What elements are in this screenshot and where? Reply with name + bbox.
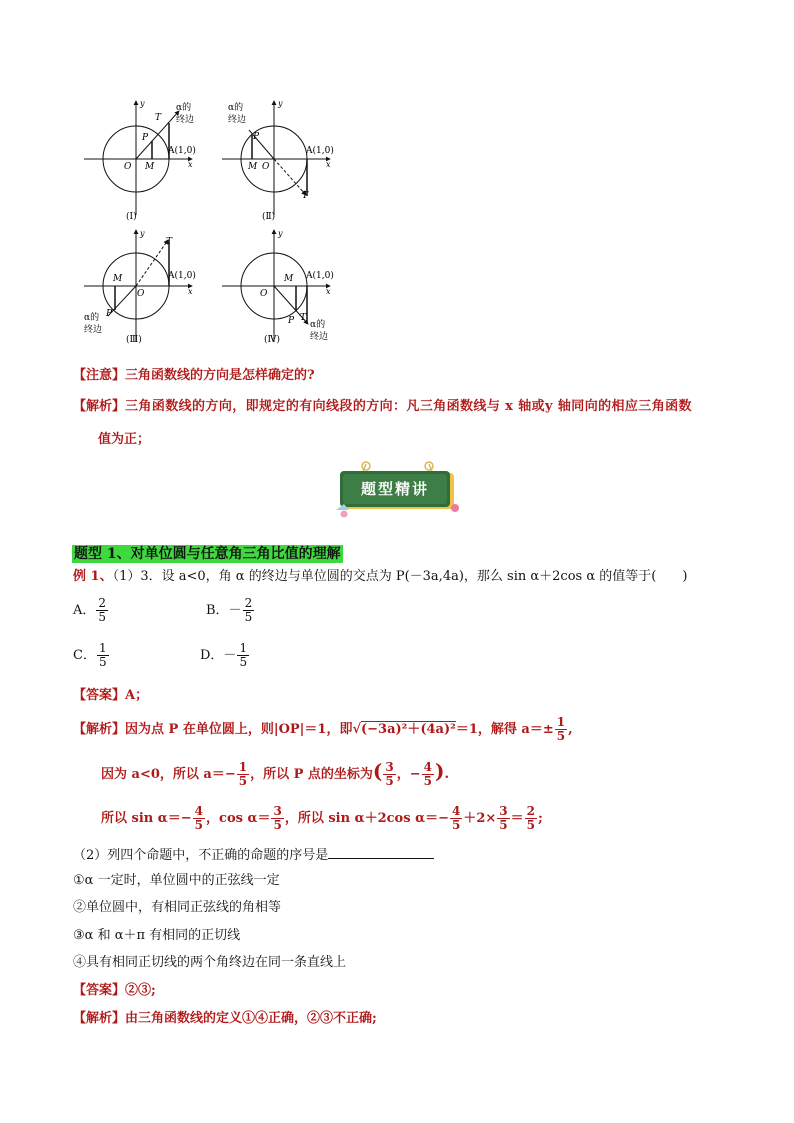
svg-text:T: T — [300, 313, 307, 323]
proposition-4: ④具有相同正切线的两个角终边在同一条直线上 — [73, 955, 347, 970]
svg-text:M: M — [248, 162, 258, 172]
svg-text:T: T — [166, 237, 173, 247]
svg-text:α的: α的 — [176, 103, 192, 113]
solution-tag: 【解析】 — [73, 722, 126, 737]
answer-text: A； — [125, 688, 149, 703]
example-2-solution-tag: 【解析】 — [73, 1011, 126, 1026]
svg-text:y: y — [278, 99, 283, 108]
solution-2-text-b: ，所以 P 点的坐标为 — [250, 767, 373, 782]
svg-text:P: P — [106, 309, 113, 319]
solution-2-fraction: $\frac{1}{5}$ — [238, 760, 248, 788]
term2-fraction: $\frac{3}{5}$ — [499, 804, 508, 832]
option-a — [73, 597, 109, 624]
example-2-text: （2）列四个命题中，不正确的命题的序号是 — [73, 848, 329, 863]
svg-text:x: x — [326, 160, 331, 169]
svg-text:A(1,0): A(1,0) — [306, 146, 334, 156]
svg-text:M: M — [113, 274, 123, 284]
section-heading — [72, 543, 343, 563]
solution-3-text-b: ，cos α＝ — [206, 811, 271, 826]
svg-text:α的: α的 — [84, 313, 100, 323]
svg-text:y: y — [278, 229, 283, 238]
example-1-question — [73, 568, 687, 586]
option-d — [200, 642, 250, 669]
svg-text:(Ⅳ): (Ⅳ) — [264, 335, 281, 345]
option-a-fraction: $\frac{2}{5}$ — [98, 596, 107, 624]
svg-text:(Ⅲ): (Ⅲ) — [126, 335, 142, 345]
svg-text:(Ⅱ): (Ⅱ) — [262, 212, 276, 222]
svg-text:α的: α的 — [310, 320, 326, 330]
svg-text:A(1,0): A(1,0) — [168, 146, 196, 156]
svg-text:α的: α的 — [228, 103, 244, 113]
analysis-text-1: 三角函数线的方向，即规定的有向线段的方向：凡三角函数线与 x 轴或y 轴同向的相应三角函数 — [125, 399, 692, 414]
point-y-fraction: $\frac{4}{5}$ — [423, 760, 433, 788]
figure-unit-circle-1 — [84, 95, 204, 225]
svg-text:A(1,0): A(1,0) — [306, 271, 334, 281]
solution-3-text-c: ，所以 sin α＋2cos α＝− — [284, 811, 449, 826]
svg-text:x: x — [326, 287, 331, 296]
svg-text:M: M — [145, 162, 155, 172]
svg-text:P: P — [142, 133, 149, 143]
paren-open: ( — [372, 759, 383, 783]
solution-2-text-a: 因为 a<0，所以 a＝− — [101, 767, 236, 782]
sin-fraction: $\frac{4}{5}$ — [194, 804, 204, 832]
answer-tag: 【答案】 — [73, 688, 126, 703]
result-fraction: $\frac{2}{5}$ — [526, 804, 536, 832]
example-1-lead: 例 1、 — [73, 569, 113, 584]
example-1-solution-3 — [101, 805, 543, 832]
svg-text:y: y — [140, 229, 145, 238]
example-2-question — [73, 846, 434, 865]
analysis-line-2 — [98, 431, 150, 449]
solution-2-end: . — [444, 767, 450, 782]
option-c-label: C． — [73, 648, 96, 663]
option-b — [206, 597, 255, 624]
example-1-solution-2 — [101, 761, 449, 788]
figure-unit-circle-2 — [222, 95, 342, 225]
solution-1-fraction: $\frac{1}{5}$ — [556, 715, 566, 743]
svg-text:O: O — [262, 162, 270, 172]
analysis-line-1 — [73, 398, 692, 416]
proposition-3: ③α 和 α＋π 有相同的正切线 — [73, 928, 241, 943]
term1-fraction: $\frac{4}{5}$ — [451, 804, 461, 832]
svg-text:终边: 终边 — [84, 325, 103, 335]
analysis-tag: 【解析】 — [73, 399, 126, 414]
solution-3-text-a: 所以 sin α＝− — [101, 811, 192, 826]
paren-close: ) — [435, 759, 445, 783]
example-2-solution-text: 由三角函数线的定义①④正确，②③不正确; — [125, 1011, 377, 1026]
point-x-fraction: $\frac{3}{5}$ — [385, 760, 394, 788]
svg-text:O: O — [124, 162, 132, 172]
solution-3-end: ; — [538, 811, 543, 826]
banner-title: 题型精讲 — [360, 480, 429, 498]
example-1-answer — [73, 687, 148, 705]
solution-3-text-e: ＝ — [510, 811, 524, 826]
note-tag: 【注意】 — [73, 368, 126, 383]
svg-text:终边: 终边 — [310, 332, 329, 342]
sqrt-expression: √(−3a)²＋(4a)² — [352, 722, 456, 737]
figure-unit-circle-4 — [222, 228, 342, 358]
section-title: 题型 1、对单位圆与任意角三角比值的理解 — [74, 546, 341, 562]
svg-text:O: O — [137, 289, 145, 299]
solution-1-end: , — [568, 722, 573, 737]
option-d-fraction: $\frac{1}{5}$ — [239, 641, 248, 669]
example-2-answer-text: ②③; — [125, 983, 156, 998]
banner-board — [334, 460, 462, 522]
example-2-answer-tag: 【答案】 — [73, 983, 126, 998]
note-text: 三角函数线的方向是怎样确定的? — [125, 368, 315, 383]
example-1-text: （1）3．设 a<0，角 α 的终边与单位圆的交点为 P(－3a,4a)，那么 sin α＋2cos α 的值等于( ) — [112, 569, 688, 584]
solution-3-text-d: ＋2× — [463, 811, 497, 826]
solution-2-mid: ，− — [396, 767, 421, 782]
option-d-label: D．－ — [200, 648, 237, 663]
svg-text:P: P — [288, 316, 295, 326]
svg-text:y: y — [140, 99, 145, 108]
svg-text:T: T — [155, 113, 162, 123]
note-line — [73, 367, 315, 385]
svg-text:(Ⅰ): (Ⅰ) — [126, 212, 137, 222]
solution-1-text-a: 因为点 P 在单位圆上，则|OP|＝1，即 — [125, 722, 353, 737]
example-2-answer — [73, 982, 156, 1000]
option-a-label: A． — [73, 603, 96, 618]
analysis-text-2: 值为正； — [98, 432, 151, 447]
proposition-1: ①α 一定时，单位圆中的正弦线一定 — [73, 873, 280, 888]
figure-unit-circle-3 — [84, 228, 204, 358]
option-c — [73, 642, 110, 669]
example-1-solution-1 — [73, 716, 573, 743]
answer-blank[interactable] — [328, 846, 434, 859]
example-2-solution — [73, 1010, 377, 1028]
svg-text:M: M — [284, 274, 294, 284]
svg-text:O: O — [260, 289, 268, 299]
svg-text:x: x — [188, 160, 193, 169]
svg-text:终边: 终边 — [176, 115, 195, 125]
svg-text:T: T — [302, 191, 309, 201]
cos-fraction: $\frac{3}{5}$ — [273, 804, 282, 832]
option-b-fraction: $\frac{2}{5}$ — [244, 596, 253, 624]
option-c-fraction: $\frac{1}{5}$ — [98, 641, 107, 669]
option-b-label: B．－ — [206, 603, 242, 618]
solution-1-text-b: ＝1，解得 a＝± — [455, 722, 554, 737]
svg-text:P: P — [253, 132, 260, 142]
svg-text:终边: 终边 — [228, 115, 247, 125]
svg-text:A(1,0): A(1,0) — [168, 271, 196, 281]
proposition-2: ②单位圆中，有相同正弦线的角相等 — [73, 900, 282, 915]
svg-text:x: x — [188, 287, 193, 296]
